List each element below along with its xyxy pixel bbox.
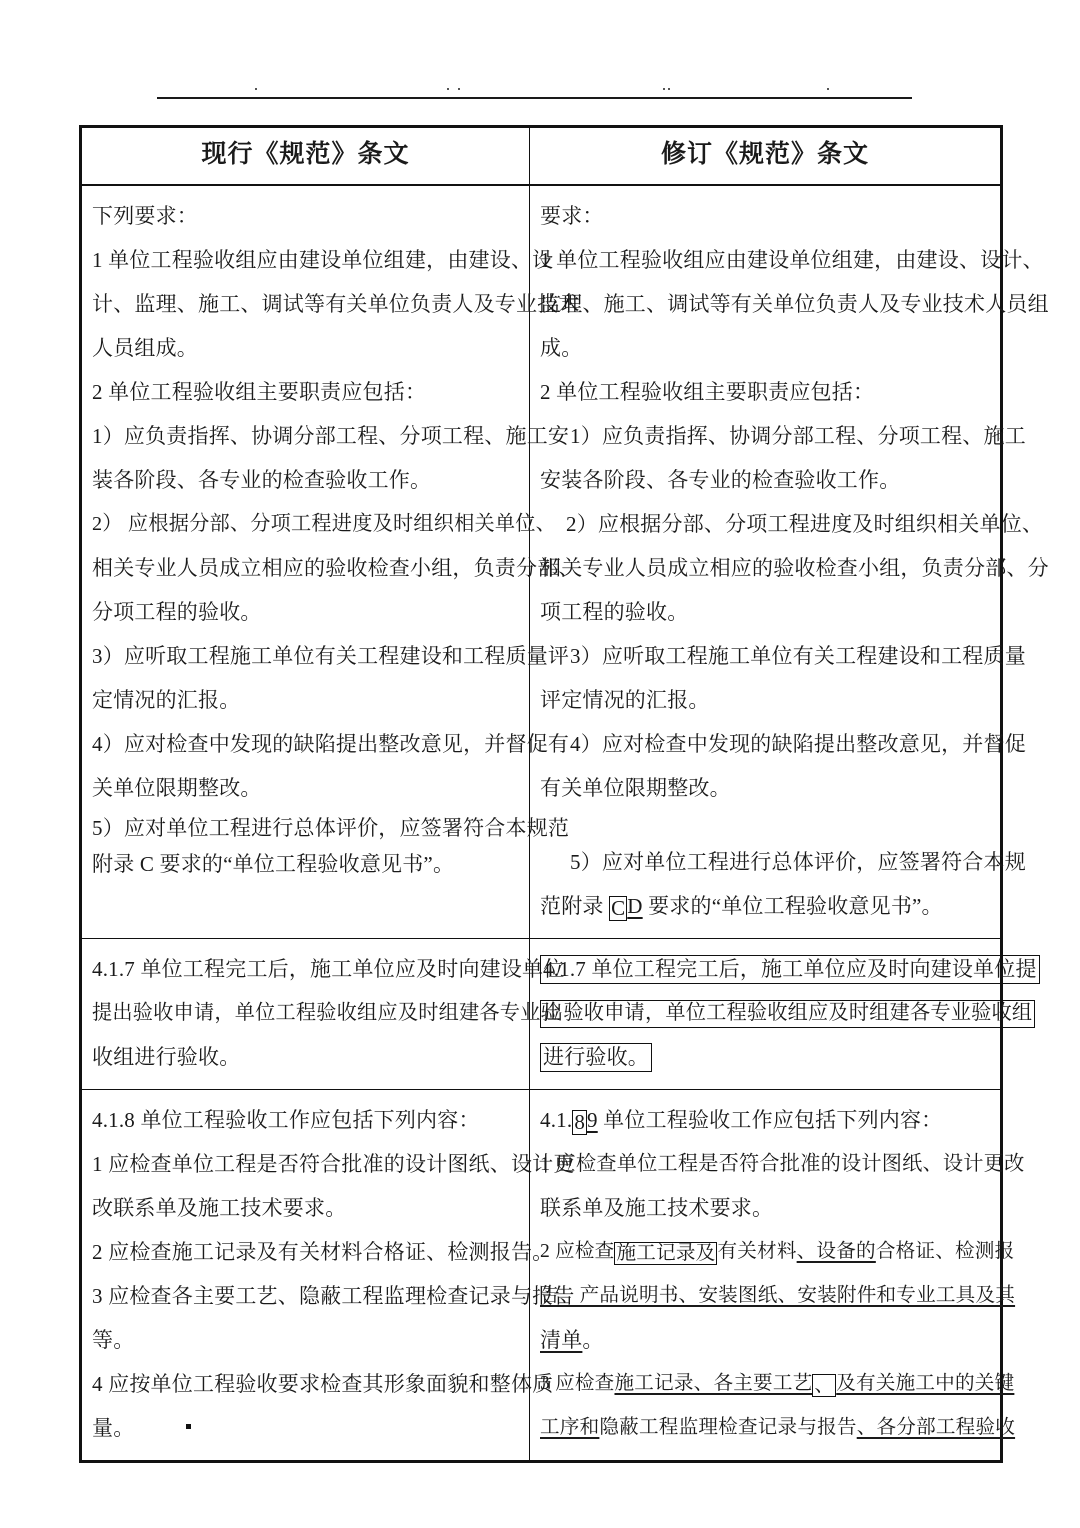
text-line: 1 单位工程验收组应由建设单位组建，由建设、设 [92, 248, 554, 272]
cell-revised-4-1-7 [530, 939, 1037, 1090]
tracked-insertion: 9 [587, 1108, 598, 1132]
text-line: 联系单及施工技术要求。 [540, 1196, 774, 1220]
header-speck-artifacts [155, 86, 915, 94]
table-row [81, 185, 1002, 939]
text-line-tracked [540, 1098, 990, 1142]
tracked-insertion: 及有关施工中的关键 [836, 1373, 1015, 1394]
text-line-tracked [540, 884, 990, 928]
text-line: 2 应检查施工记录及有关材料合格证、检测报告。 [92, 1240, 554, 1264]
cell-revised-4-1-8 [530, 1090, 1025, 1462]
text-line: 下列要求： [92, 204, 198, 228]
text-line: 评定情况的汇报。 [540, 688, 710, 712]
text-line: 相关专业人员成立相应的验收检查小组，负责分部、分 [540, 556, 1049, 580]
text-line: 2 单位工程验收组主要职责应包括： [92, 380, 427, 404]
column-header-current-label: 现行《规范》条文 [201, 141, 410, 168]
text-line: 有关单位限期整改。 [540, 776, 731, 800]
text-line: 4.1.7 单位工程完工后，施工单位应及时向建设单位 [92, 957, 565, 981]
tracked-insert-box: 进行验收。 [540, 1043, 652, 1072]
text-line: 定情况的汇报。 [92, 688, 241, 712]
footer-speck-artifact [186, 1424, 191, 1429]
cell-current-4-1-7 [81, 939, 565, 1090]
text-line: 人员组成。 [92, 336, 198, 360]
table-row [81, 939, 1002, 1090]
text-line: 2 单位工程验收组主要职责应包括： [540, 380, 875, 404]
text-line-tracked [540, 1318, 990, 1362]
text-line: 1 应检查单位工程是否符合批准的设计图纸、设计更改 [540, 1153, 1025, 1175]
text-line: 2）应根据分部、分项工程进度及时组织相关单位、 [566, 512, 1044, 536]
text-run: 2 应检查 [540, 1241, 615, 1262]
text-line: 3 应检查各主要工艺、隐蔽工程监理检查记录与报告 [92, 1284, 575, 1308]
text-line-tracked [540, 1274, 1016, 1318]
text-line: 量。 [92, 1416, 135, 1440]
tracked-insert-box: 4.1.7 单位工程完工后，施工单位应及时向建设单位提 [540, 955, 1040, 984]
tracked-deletion: C [611, 896, 626, 920]
cell-revised-duties [530, 185, 1049, 939]
column-header-current [81, 127, 530, 186]
tracked-insertion: 工序和 [540, 1417, 600, 1438]
tracked-deletion: 8 [574, 1110, 586, 1134]
tracked-insertion: 、设备的 [796, 1241, 876, 1262]
text-line: 相关专业人员成立相应的验收检查小组，负责分部、 [92, 556, 580, 580]
text-line: 要求： [540, 204, 604, 228]
text-line: 提出验收申请，单位工程验收组应及时组建各专业验 [92, 1002, 561, 1024]
text-line: 4）应对检查中发现的缺陷提出整改意见，并督促 [570, 732, 1026, 756]
tracked-deletion: 、 [814, 1375, 835, 1396]
tracked-deletion: 施工记录及 [616, 1243, 716, 1264]
text-line: 改联系单及施工技术要求。 [92, 1196, 347, 1220]
tracked-insertion: 施工记录、各主要工艺 [614, 1373, 813, 1394]
text-run: 4.1. [540, 1108, 573, 1132]
text-line: 项工程的验收。 [540, 600, 689, 624]
cell-current-duties [81, 185, 580, 939]
text-run: 要求的“单位工程验收意见书”。 [642, 894, 943, 918]
text-line: 1）应负责指挥、协调分部工程、分项工程、施工安 [92, 424, 570, 448]
text-line: 4 应按单位工程验收要求检查其形象面貌和整体质 [92, 1372, 554, 1396]
text-run: 有关材料 [717, 1241, 797, 1262]
column-header-revised [530, 127, 1002, 186]
text-line: 1 单位工程验收组应由建设单位组建，由建设、设计、 [540, 248, 1044, 272]
text-line: 分项工程的验收。 [92, 600, 262, 624]
text-line: 3）应听取工程施工单位有关工程建设和工程质量评 [92, 644, 570, 668]
text-line: 计、监理、施工、调试等有关单位负责人及专业技术 [92, 292, 580, 316]
text-line-tracked [540, 1362, 1015, 1406]
text-line-tracked [540, 1230, 1015, 1274]
text-line-boxed [540, 947, 1037, 991]
regulation-comparison-table [79, 125, 1049, 1463]
table-header-row [81, 127, 1002, 186]
tracked-insertion: 清单 [540, 1328, 583, 1352]
text-line: 收组进行验收。 [92, 1045, 241, 1069]
text-run: 隐蔽工程监理检查记录与报告 [599, 1417, 857, 1438]
text-line: 等。 [92, 1328, 135, 1352]
page-header [0, 0, 1080, 120]
text-line: 1）应负责指挥、协调分部工程、分项工程、施工 [570, 424, 1026, 448]
column-header-revised-label: 修订《规范》条文 [660, 141, 869, 168]
text-run: 3 应检查 [540, 1373, 615, 1394]
text-run: 合格证、检测报 [875, 1241, 1015, 1262]
text-line-boxed [540, 1035, 990, 1079]
text-line-boxed [540, 991, 1033, 1035]
text-line-tracked [540, 1406, 1016, 1450]
table-row [81, 1090, 1002, 1462]
text-run: 单位工程验收工作应包括下列内容： [597, 1108, 943, 1132]
text-line: 5）应对单位工程进行总体评价，应签署符合本规 [570, 850, 1026, 874]
tracked-insert-box: 出验收申请，单位工程验收组应及时组建各专业验收组 [540, 1000, 1035, 1028]
text-line: 安装各阶段、各专业的检查验收工作。 [540, 468, 901, 492]
text-line: 2） 应根据分部、分项工程进度及时组织相关单位、 [92, 513, 557, 535]
tracked-insertion: 、各分部工程验收 [856, 1417, 1016, 1438]
text-run: 。 [582, 1328, 604, 1352]
text-run: 范附录 [540, 894, 610, 918]
text-line: 成。 [540, 336, 583, 360]
text-line: 附录 C 要求的“单位工程验收意见书”。 [92, 852, 455, 876]
tracked-insertion: 告、产品说明书、安装图纸、安装附件和专业工具及其 [540, 1285, 1016, 1306]
text-line: 4.1.8 单位工程验收工作应包括下列内容： [92, 1108, 480, 1132]
header-rule [157, 97, 912, 99]
text-line: 1 应检查单位工程是否符合批准的设计图纸、设计更 [92, 1152, 575, 1176]
tracked-insertion: D [627, 894, 643, 918]
text-line: 关单位限期整改。 [92, 776, 262, 800]
text-line: 4）应对检查中发现的缺陷提出整改意见，并督促有 [92, 732, 570, 756]
text-line: 5）应对单位工程进行总体评价，应签署符合本规范 [92, 816, 570, 840]
text-line: 3）应听取工程施工单位有关工程建设和工程质量 [570, 644, 1026, 668]
text-line: 装各阶段、各专业的检查验收工作。 [92, 468, 432, 492]
text-line: 监理、施工、调试等有关单位负责人及专业技术人员组 [540, 292, 1049, 316]
